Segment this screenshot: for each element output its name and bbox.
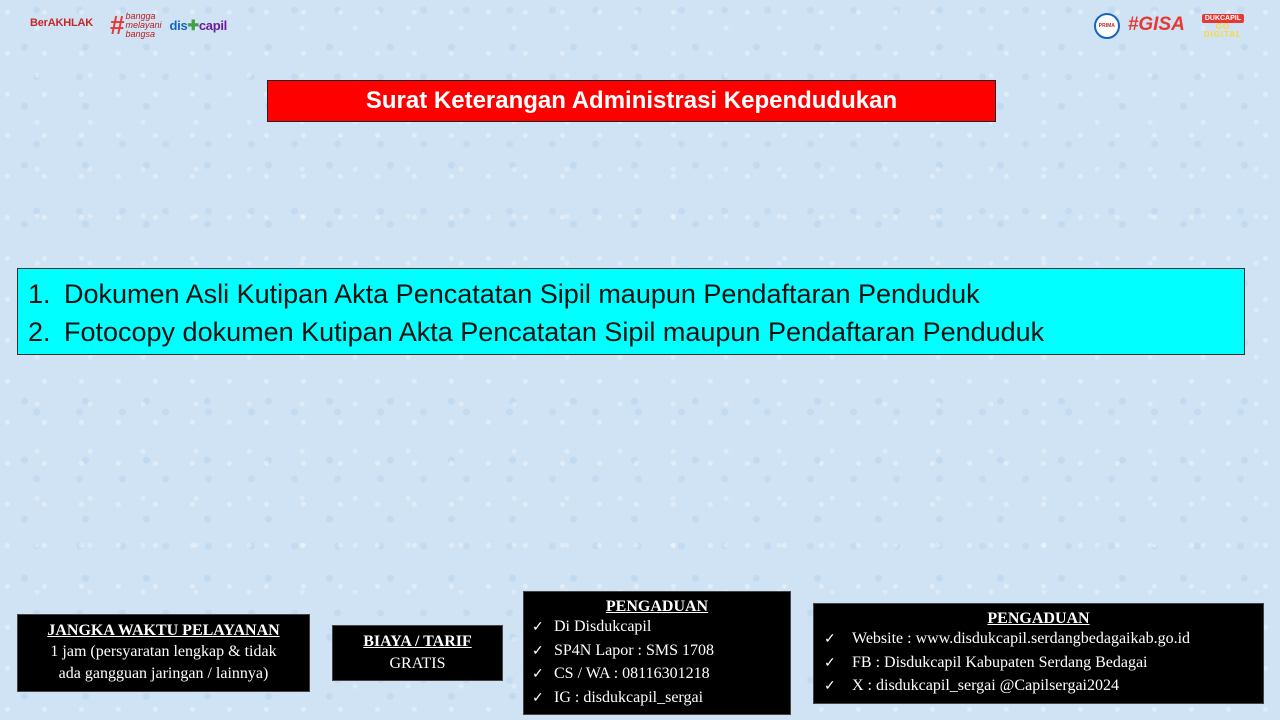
check-icon: ✓	[824, 655, 836, 671]
service-duration-line: 1 jam (persyaratan lengkap & tidak	[50, 643, 277, 660]
page-title: Surat Keterangan Administrasi Kependudukan	[267, 80, 996, 122]
complaint-channel: ✓ FB : Disdukcapil Kabupaten Serdang Bedagai	[814, 652, 1263, 676]
service-duration-box	[17, 614, 310, 692]
header-logos-right	[1094, 12, 1244, 40]
service-duration-title: JANGKA WAKTU PELAYANAN	[47, 622, 280, 639]
complaints-box-1	[523, 591, 791, 715]
requirement-item: 2. Fotocopy dokumen Kutipan Akta Pencatatan Sipil maupun Pendaftaran Penduduk	[28, 317, 1045, 347]
check-icon: ✓	[532, 690, 544, 706]
complaint-channel: ✓ Di Disdukcapil	[524, 616, 790, 640]
dukcapil-prima-logo: PRIMA	[1094, 13, 1120, 39]
complaint-channel: ✓ CS / WA : 08116301218	[524, 663, 790, 687]
complaints-title: PENGADUAN	[987, 610, 1090, 627]
dukcapil-go-digital-logo: DUKCAPIL GO DIGITAL	[1203, 14, 1243, 39]
check-icon: ✓	[532, 667, 544, 682]
fee-value: GRATIS	[389, 655, 446, 672]
requirement-item: 1. Dokumen Asli Kutipan Akta Pencatatan Sipil maupun Pendaftaran Penduduk	[28, 279, 980, 309]
fee-box	[332, 625, 503, 681]
check-icon: ✓	[824, 632, 836, 647]
fee-title: BIAYA / TARIF	[363, 633, 472, 650]
check-icon: ✓	[532, 643, 544, 659]
berakhlak-logo: BerAKHLAK	[30, 17, 93, 29]
complaint-channel: ✓ Website : www.disdukcapil.serdangbedagaikab.go.id	[814, 628, 1263, 652]
complaints-box-2	[813, 603, 1264, 704]
bangga-melayani-bangsa-logo: # bangga melayani bangsa	[110, 10, 162, 40]
complaints-title: PENGADUAN	[605, 598, 709, 615]
check-icon: ✓	[824, 679, 836, 694]
complaint-channel: ✓ X : disdukcapil_sergai @Capilsergai2024	[814, 675, 1263, 699]
service-duration-line: ada gangguan jaringan / lainnya)	[58, 665, 269, 682]
disdukcapil-logo: dis✚capil	[169, 16, 227, 33]
header-logos-left	[30, 10, 227, 40]
check-icon: ✓	[532, 620, 544, 635]
complaint-channel: ✓ SP4N Lapor : SMS 1708	[524, 640, 790, 664]
requirements-box	[17, 268, 1245, 355]
complaint-channel: ✓ IG : disdukcapil_sergai	[524, 687, 790, 711]
gisa-logo: #GISA	[1127, 14, 1185, 35]
